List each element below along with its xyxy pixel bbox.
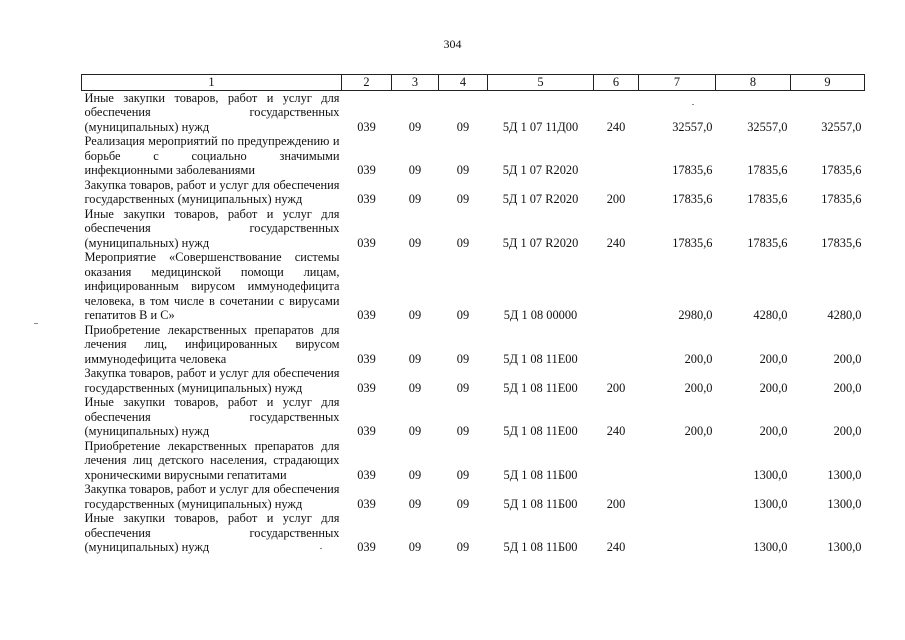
cell-code: 039 <box>357 467 376 482</box>
table-row <box>82 511 865 555</box>
row-name: Мероприятие «Совершенствование системы оказания медицинской помощи лицам, инфицированным вирусом иммунодефицита человека, в том числе в сочетании с вирусами гепатитов В и С» <box>84 250 340 322</box>
table-row <box>82 395 865 439</box>
cell-amount-3: 17835,6 <box>821 192 862 206</box>
table-row <box>82 323 865 367</box>
cell-amount-3: 1300,0 <box>827 496 862 511</box>
cell-amount-3: 32557,0 <box>821 119 862 134</box>
scan-speck <box>320 548 322 549</box>
cell-amount-1 <box>639 482 716 511</box>
cell-amount-1: 2980,0 <box>678 308 713 322</box>
budget-table <box>81 74 865 555</box>
cell-target-article: 5Д 1 08 11Е00 <box>503 424 578 438</box>
cell-amount-1: 200,0 <box>684 351 713 366</box>
row-name: Приобретение лекарственных препаратов для лечения лиц, инфицированных вирусом иммунодефицита человека <box>84 322 340 366</box>
cell-target-article: 5Д 1 08 11Б00 <box>503 540 578 554</box>
cell-amount-1: 200,0 <box>684 424 713 438</box>
cell-expense-type: 200 <box>606 380 626 395</box>
cell-section: 09 <box>408 351 422 366</box>
cell-amount-3: 1300,0 <box>827 540 862 554</box>
cell-section: 09 <box>408 119 422 134</box>
cell-amount-1 <box>639 439 716 483</box>
row-name: Иные закупки товаров, работ и услуг для обеспечения государственных (муниципальных) нужд <box>84 395 340 438</box>
cell-amount-2: 1300,0 <box>753 467 788 482</box>
cell-amount-3: 4280,0 <box>827 308 862 322</box>
cell-expense-type <box>594 134 639 178</box>
column-header: 4 <box>439 75 488 91</box>
cell-amount-2: 1300,0 <box>753 540 788 554</box>
cell-expense-type <box>594 323 639 367</box>
cell-section: 09 <box>408 424 422 438</box>
cell-amount-3: 17835,6 <box>821 235 862 250</box>
column-header: 6 <box>594 75 639 91</box>
row-name: Закупка товаров, работ и услуг для обеспечения государственных (муниципальных) нужд <box>84 366 340 395</box>
table-row <box>82 134 865 178</box>
scan-speck <box>34 323 38 324</box>
cell-section: 09 <box>408 467 422 482</box>
cell-amount-2: 1300,0 <box>753 496 788 511</box>
table-row <box>82 366 865 395</box>
cell-expense-type: 240 <box>606 119 626 134</box>
cell-code: 039 <box>357 235 376 250</box>
cell-amount-2: 17835,6 <box>747 235 788 250</box>
cell-section: 09 <box>408 308 422 322</box>
cell-amount-3: 200,0 <box>833 351 862 366</box>
cell-subsection: 09 <box>456 540 470 554</box>
page-number: 304 <box>443 37 462 51</box>
cell-code: 039 <box>357 351 376 366</box>
cell-subsection: 09 <box>456 163 470 177</box>
cell-subsection: 09 <box>456 424 470 438</box>
cell-amount-3: 200,0 <box>833 380 862 395</box>
scan-speck <box>692 104 694 105</box>
cell-section: 09 <box>408 380 422 395</box>
column-header: 8 <box>716 75 791 91</box>
cell-code: 039 <box>357 192 376 206</box>
cell-section: 09 <box>408 163 422 177</box>
cell-expense-type: 240 <box>606 235 626 250</box>
cell-target-article: 5Д 1 07 R2020 <box>502 235 579 250</box>
row-name: Иные закупки товаров, работ и услуг для обеспечения государственных (муниципальных) нужд <box>84 206 340 250</box>
cell-target-article: 5Д 1 07 R2020 <box>502 163 579 177</box>
cell-subsection: 09 <box>456 351 470 366</box>
row-name: Иные закупки товаров, работ и услуг для обеспечения государственных (муниципальных) нужд <box>84 511 340 554</box>
cell-amount-2: 200,0 <box>759 380 788 395</box>
cell-code: 039 <box>357 163 376 177</box>
cell-expense-type <box>594 439 639 483</box>
cell-code: 039 <box>357 119 376 134</box>
cell-expense-type: 200 <box>606 496 626 511</box>
cell-code: 039 <box>357 380 376 395</box>
cell-amount-2: 200,0 <box>759 424 788 438</box>
column-header: 9 <box>791 75 865 91</box>
column-header: 7 <box>639 75 716 91</box>
cell-subsection: 09 <box>456 496 470 511</box>
cell-subsection: 09 <box>456 119 470 134</box>
cell-amount-3: 1300,0 <box>827 467 862 482</box>
cell-section: 09 <box>408 540 422 554</box>
column-header: 1 <box>82 75 342 91</box>
table-row <box>82 207 865 251</box>
cell-expense-type: 200 <box>606 192 626 206</box>
table-row <box>82 482 865 511</box>
cell-code: 039 <box>357 496 376 511</box>
table-row <box>82 90 865 134</box>
cell-amount-1: 17835,6 <box>672 192 713 206</box>
cell-section: 09 <box>408 496 422 511</box>
row-name: Приобретение лекарственных препаратов для лечения лиц детского населения, страдающих хроническими вирусными гепатитами <box>84 438 340 482</box>
cell-code: 039 <box>357 540 376 554</box>
row-name: Реализация мероприятий по предупреждению и борьбе с социально значимыми инфекционными заболеваниями <box>84 134 340 177</box>
cell-subsection: 09 <box>456 308 470 322</box>
cell-target-article: 5Д 1 08 00000 <box>503 308 578 322</box>
cell-amount-2: 32557,0 <box>747 119 788 134</box>
cell-amount-3: 200,0 <box>833 424 862 438</box>
cell-amount-1: 200,0 <box>684 380 713 395</box>
cell-amount-2: 17835,6 <box>747 163 788 177</box>
row-name: Закупка товаров, работ и услуг для обеспечения государственных (муниципальных) нужд <box>84 177 340 206</box>
column-header: 2 <box>342 75 392 91</box>
cell-target-article: 5Д 1 08 11Е00 <box>503 351 578 366</box>
cell-amount-2: 17835,6 <box>747 192 788 206</box>
cell-target-article: 5Д 1 07 11Д00 <box>502 119 579 134</box>
cell-section: 09 <box>408 192 422 206</box>
cell-amount-2: 4280,0 <box>753 308 788 322</box>
header-row <box>82 75 865 91</box>
cell-amount-3: 17835,6 <box>821 163 862 177</box>
cell-code: 039 <box>357 308 376 322</box>
cell-expense-type: 240 <box>606 424 626 438</box>
cell-subsection: 09 <box>456 380 470 395</box>
row-name: Закупка товаров, работ и услуг для обеспечения государственных (муниципальных) нужд <box>84 482 340 511</box>
cell-expense-type <box>594 250 639 323</box>
table-row <box>82 178 865 207</box>
cell-subsection: 09 <box>456 467 470 482</box>
column-header: 5 <box>488 75 594 91</box>
cell-amount-1 <box>639 511 716 555</box>
cell-target-article: 5Д 1 08 11Е00 <box>503 380 578 395</box>
row-name: Иные закупки товаров, работ и услуг для обеспечения государственных (муниципальных) нужд <box>84 90 340 134</box>
cell-amount-1: 32557,0 <box>672 119 713 134</box>
table-row <box>82 439 865 483</box>
column-header: 3 <box>392 75 439 91</box>
cell-amount-2: 200,0 <box>759 351 788 366</box>
cell-target-article: 5Д 1 08 11Б00 <box>503 467 578 482</box>
cell-subsection: 09 <box>456 235 470 250</box>
cell-section: 09 <box>408 235 422 250</box>
cell-amount-1: 17835,6 <box>672 235 713 250</box>
cell-expense-type: 240 <box>606 540 626 554</box>
cell-amount-1: 17835,6 <box>672 163 713 177</box>
cell-subsection: 09 <box>456 192 470 206</box>
table-row <box>82 250 865 323</box>
cell-target-article: 5Д 1 07 R2020 <box>502 192 579 206</box>
cell-target-article: 5Д 1 08 11Б00 <box>503 496 578 511</box>
cell-code: 039 <box>357 424 376 438</box>
